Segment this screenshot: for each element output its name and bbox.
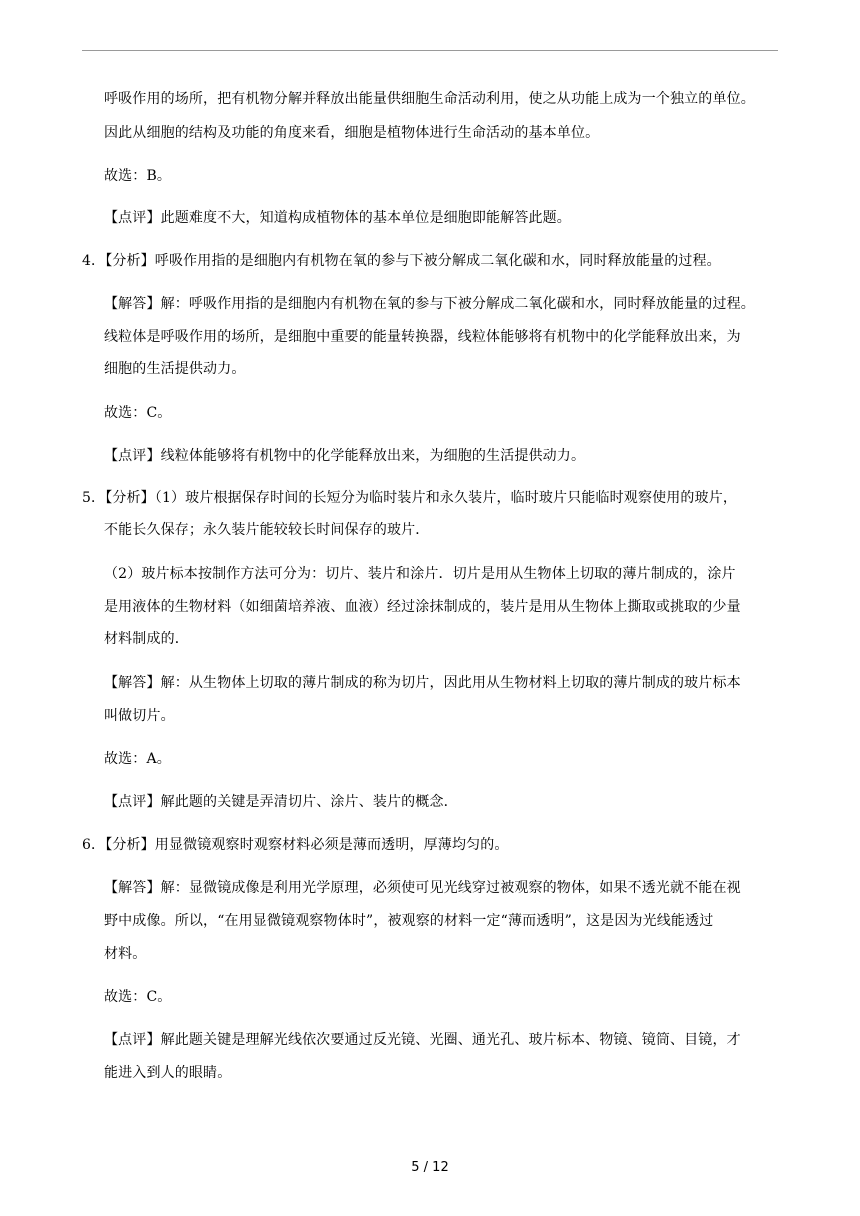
text-line: 故选：B。 [104,168,172,184]
text-line: 【解答】解：从生物体上切取的薄片制成的称为切片，因此用从生物材料上切取的薄片制成的玻片标本 [104,675,741,691]
text-line: 【解答】解：显微镜成像是利用光学原理，必须使可见光线穿过被观察的物体，如果不透光就不能在视 [104,880,741,896]
text-line: 4．【分析】呼吸作用指的是细胞内有机物在氧的参与下被分解成二氧化碳和水，同时释放能量的过程。 [82,253,721,269]
text-line: 【点评】线粒体能够将有机物中的化学能释放出来，为细胞的生活提供动力。 [104,448,586,464]
text-line: 叫做切片。 [104,708,175,724]
text-line: 不能长久保存；永久装片能较较长时间保存的玻片． [104,522,430,538]
text-line: 【点评】解此题关键是理解光线依次要通过反光镜、光圈、通光孔、玻片标本、物镜、镜筒、目镜，才 [104,1032,741,1048]
text-line: 呼吸作用的场所，把有机物分解并释放出能量供细胞生命活动利用，使之从功能上成为一个独立的单位。 [104,91,755,107]
text-line: 是用液体的生物材料（如细菌培养液、血液）经过涂抹制成的，装片是用从生物体上撕取或挑取的少量 [104,599,741,615]
text-line: 5．【分析】（1）玻片根据保存时间的长短分为临时装片和永久装片，临时玻片只能临时观察使用的玻片， [82,490,738,506]
text-line: 能进入到人的眼睛。 [104,1065,232,1081]
page-number: 5 / 12 [411,1160,449,1175]
text-line: 线粒体是呼吸作用的场所，是细胞中重要的能量转换器，线粒体能够将有机物中的化学能释放出来，为 [104,329,741,345]
text-line: 材料制成的． [104,631,189,647]
text-line: 【点评】解此题的关键是弄清切片、涂片、装片的概念． [104,794,458,810]
text-line: 故选：C。 [104,405,172,421]
text-line: （2）玻片标本按制作方法可分为：切片、装片和涂片．切片是用从生物体上切取的薄片制成的，涂片 [104,566,736,582]
text-line: 故选：C。 [104,989,172,1005]
text-line: 材料。 [104,946,147,962]
text-line: 故选：A。 [104,751,171,767]
text-line: 细胞的生活提供动力。 [104,361,246,377]
text-line: 【解答】解：呼吸作用指的是细胞内有机物在氧的参与下被分解成二氧化碳和水，同时释放能量的过程。 [104,296,755,312]
header-rule [82,50,778,51]
text-line: 因此从细胞的结构及功能的角度来看，细胞是植物体进行生命活动的基本单位。 [104,125,600,141]
text-line: 【点评】此题难度不大，知道构成植物体的基本单位是细胞即能解答此题。 [104,210,571,226]
text-line: 6．【分析】用显微镜观察时观察材料必须是薄而透明，厚薄均匀的。 [82,837,509,853]
text-line: 野中成像。所以，“在用显微镜观察物体时”，被观察的材料一定“薄而透明”，这是因为光线能透过 [104,913,714,929]
